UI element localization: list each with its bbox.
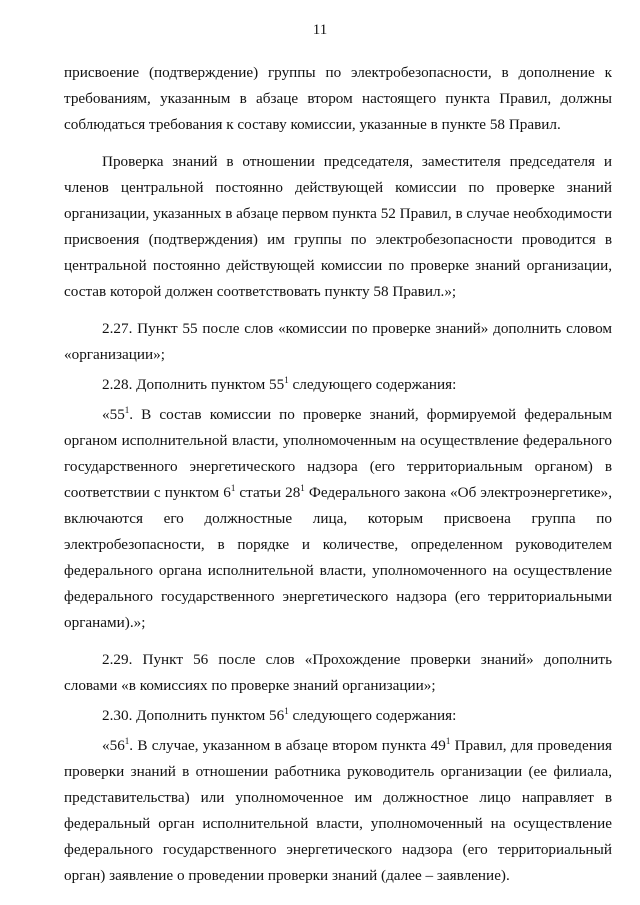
superscript: 1: [445, 736, 451, 746]
superscript: 1: [124, 736, 130, 746]
paragraph-2-29: 2.29. Пункт 56 после слов «Прохождение проверки знаний» дополнить словами «в комиссиях по проверке знаний организации»;: [64, 651, 612, 694]
paragraph-56-1: «$56^1$. В случае, указанном в абзаце втором пункта $49^1$ Правил, для проведения проверки знаний в отношении работника руководитель организации (ее филиала, представительства) или уполномоченное им должностное лицо направляет в федеральный орган исполнительной власти, уполномоченный на осуществление федерального государственного энергетического надзора (его территориальный орган) заявление о проведении проверки знаний (далее – заявление).: [64, 736, 613, 884]
paragraph-knowledge-check: Проверка знаний в отношении председателя, заместителя председателя и членов центральной постоянно действующей комиссии по проверке знаний организации, указанных в абзаце первом пункта 52 Правил, в случае необходимости присвоения (подтверждения) им группы по электробезопасности проводится в центральной постоянно действующей комиссии по проверке знаний организации, состав которой должен соответствовать пункту 58 Правил.»;: [64, 153, 612, 300]
paragraph-2-30: 2.30. Дополнить пунктом $56^1$ следующего содержания:: [102, 706, 457, 724]
superscript: 1: [300, 483, 305, 493]
paragraph-2-28: 2.28. Дополнить пунктом $55^1$ следующего содержания:: [102, 375, 457, 393]
superscript: 1: [284, 706, 289, 716]
superscript: 1: [284, 375, 289, 385]
paragraph-continuation: присвоение (подтверждение) группы по электробезопасности, в дополнение к требованиям, указанным в абзаце втором настоящего пункта Правил, должны соблюдаться требования к составу комиссии, указанные в пункте 58 Правил.: [64, 64, 612, 133]
document-body: [64, 60, 612, 889]
superscript: 1: [124, 405, 130, 415]
superscript: 1: [230, 483, 236, 493]
paragraph-2-27: 2.27. Пункт 55 после слов «комиссии по проверке знаний» дополнить словом «организации»;: [64, 320, 612, 363]
page-number: 11: [312, 22, 328, 38]
paragraph-55-1: «$55^1$. В состав комиссии по проверке знаний, формируемой федеральным органом исполнительной власти, уполномоченным на осуществление федерального государственного энергетического надзора (его территориальным органом) в соответствии с пунктом $6^1$ статьи $28^1$ Федерального закона «Об электроэнергетике», включаются его должностные лица, которым присвоена группа по электробезопасности, в порядке и количестве, определенном руководителем федерального органа исполнительной власти, уполномоченного на осуществление федерального государственного энергетического надзора (его территориальными органами).»;: [64, 405, 612, 631]
